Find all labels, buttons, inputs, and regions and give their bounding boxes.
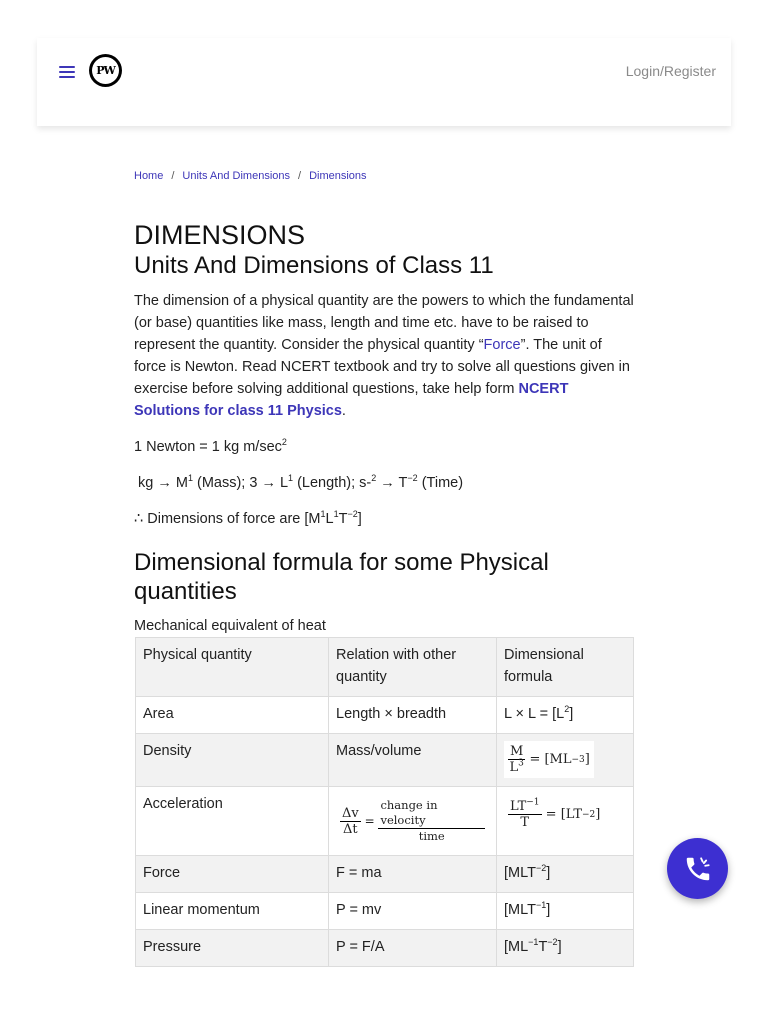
formula-cell — [497, 856, 634, 893]
table-row — [136, 856, 634, 893]
formula-eq: = [LT — [545, 806, 583, 822]
force-link[interactable]: Force — [483, 337, 521, 353]
fraction-numerator: change in velocity — [378, 798, 485, 829]
force-dims-sup: −2 — [347, 509, 358, 520]
formula-cell — [497, 893, 634, 930]
fraction-numerator: M — [510, 744, 524, 759]
mapping-length: (Length); s- — [293, 475, 372, 491]
formula-sup: −1 — [535, 900, 547, 911]
density-formula-image: $\frac{M}{L^3}$ = [ML −3 ] — [504, 741, 594, 778]
site-header — [37, 38, 731, 126]
quantity-cell: Density — [136, 734, 329, 787]
table-row — [136, 697, 634, 734]
fraction-denominator: T — [520, 815, 530, 830]
acceleration-relation-image — [336, 795, 489, 847]
force-dims-l: L — [325, 511, 334, 527]
denominator-sup: 3 — [518, 758, 524, 769]
mapping-time-pre: → T — [376, 475, 408, 491]
numerator-text: LT — [510, 799, 527, 814]
table-row — [136, 930, 634, 967]
table-row — [136, 734, 634, 787]
formula-end: ] — [546, 865, 551, 881]
relation-cell — [329, 787, 497, 856]
table-header-cell: Relation with other quantity — [329, 638, 497, 697]
formula-cell — [497, 930, 634, 967]
force-dims-sup: 1 — [320, 509, 326, 520]
intro-text: The dimension of a physical quantity are the powers to which the fundamental (or base) quantities like mass, length and time etc. have to be raised to represent the quantity. Consider the physical quantity “ — [134, 293, 634, 353]
quantity-cell: Area — [136, 697, 329, 734]
page-subtitle: Units And Dimensions of Class 11 — [134, 252, 494, 279]
quantity-cell: Linear momentum — [136, 893, 329, 930]
formula-text: [MLT — [504, 865, 536, 881]
mapping-sup: 2 — [371, 473, 377, 484]
quantity-cell: Pressure — [136, 930, 329, 967]
mapping-line — [134, 472, 634, 494]
phone-icon — [683, 854, 713, 884]
formula-fraction — [508, 799, 542, 830]
ncert-solutions-link[interactable]: NCERT Solutions for class 11 Physics — [134, 381, 569, 419]
article-content — [134, 218, 634, 967]
relation-cell: P = F/A — [329, 930, 497, 967]
login-register-link[interactable]: Login/Register — [625, 63, 716, 79]
fraction-denominator: Δt — [343, 821, 358, 837]
intro-text: ”. The unit of force is Newton. Read NCERT textbook and try to solve all questions given in exercise before solving additional questions, take help form — [134, 337, 630, 397]
formula-sup: −2 — [535, 863, 547, 874]
table-caption: Mechanical equivalent of heat — [134, 618, 326, 634]
fraction-numerator: Δv — [342, 805, 359, 821]
formula-sup: 2 — [564, 704, 570, 715]
fraction-denominator — [509, 760, 523, 775]
formula-end: ] — [546, 902, 551, 918]
relation-cell: Length × breadth — [329, 697, 497, 734]
mapping-sup: −2 — [407, 473, 418, 484]
mapping-kg: kg → M — [138, 475, 188, 491]
call-button[interactable] — [667, 838, 728, 899]
relation-cell: Mass/volume — [329, 734, 497, 787]
table-header-cell: Physical quantity — [136, 638, 329, 697]
newton-sup: 2 — [281, 437, 287, 448]
pw-logo[interactable] — [89, 54, 122, 87]
formula-end: ] — [569, 706, 574, 722]
hamburger-menu-icon[interactable] — [59, 66, 75, 80]
breadcrumb-separator: / — [171, 170, 175, 182]
formula-sup: −1 — [528, 937, 539, 948]
quantity-cell: Force — [136, 856, 329, 893]
table-row — [136, 893, 634, 930]
relation-fraction — [340, 806, 361, 837]
formula-end: ] — [584, 751, 590, 767]
relation-cell: P = mv — [329, 893, 497, 930]
breadcrumb-home[interactable]: Home — [134, 170, 164, 182]
numerator-sup: −1 — [526, 797, 540, 808]
newton-line — [134, 436, 634, 458]
force-dims-end: ] — [357, 511, 362, 527]
mapping-time: (Time) — [417, 475, 464, 491]
section-title: Dimensional formula for some Physical quantities — [134, 549, 549, 605]
formula-text: [ML — [504, 939, 529, 955]
table-header-row — [136, 638, 634, 697]
fraction-denominator: time — [418, 829, 445, 843]
intro-paragraph — [134, 290, 634, 422]
breadcrumb-units[interactable]: Units And Dimensions — [182, 170, 291, 182]
force-dimensions-line — [134, 508, 634, 530]
mapping-sup: 1 — [187, 473, 193, 484]
formula-cell — [497, 787, 634, 856]
force-dims-pre: ∴ Dimensions of force are [M — [134, 511, 321, 527]
formula-eq: = [ML — [529, 751, 572, 767]
relation-fraction — [378, 798, 485, 844]
fraction-numerator — [508, 799, 542, 815]
acceleration-formula-image: $\frac{LT^{-1}}{T}$ = [LT −2 ] — [504, 796, 604, 833]
page-title: DIMENSIONS — [134, 220, 306, 250]
relation-eq: = — [364, 814, 375, 828]
formula-mid: T — [538, 939, 548, 955]
force-dims-sup: 1 — [333, 509, 339, 520]
mapping-sup: 1 — [288, 473, 294, 484]
formula-cell — [497, 697, 634, 734]
formula-sup: −2 — [547, 937, 558, 948]
formula-fraction — [508, 744, 525, 775]
logo-text: PW — [96, 64, 115, 77]
intro-end: . — [341, 403, 346, 419]
table-row — [136, 787, 634, 856]
formula-text: [MLT — [504, 902, 536, 918]
breadcrumb-separator: / — [298, 170, 302, 182]
force-dims-t: T — [338, 511, 348, 527]
quantity-cell: Acceleration — [136, 787, 329, 856]
newton-text: 1 Newton = 1 kg m/sec — [134, 439, 282, 455]
formula-text: L × L = [L — [504, 706, 565, 722]
mapping-mass: (Mass); 3 → L — [192, 475, 289, 491]
breadcrumb-current[interactable]: Dimensions — [309, 170, 367, 182]
formula-end: ] — [595, 806, 601, 822]
relation-cell: F = ma — [329, 856, 497, 893]
table-header-cell: Dimensional formula — [497, 638, 634, 697]
denominator-text: L — [509, 760, 519, 775]
dimensional-formula-table — [135, 637, 634, 967]
formula-end: ] — [557, 939, 562, 955]
formula-cell — [497, 734, 634, 787]
logo-inner — [92, 57, 119, 84]
breadcrumb — [134, 170, 367, 182]
